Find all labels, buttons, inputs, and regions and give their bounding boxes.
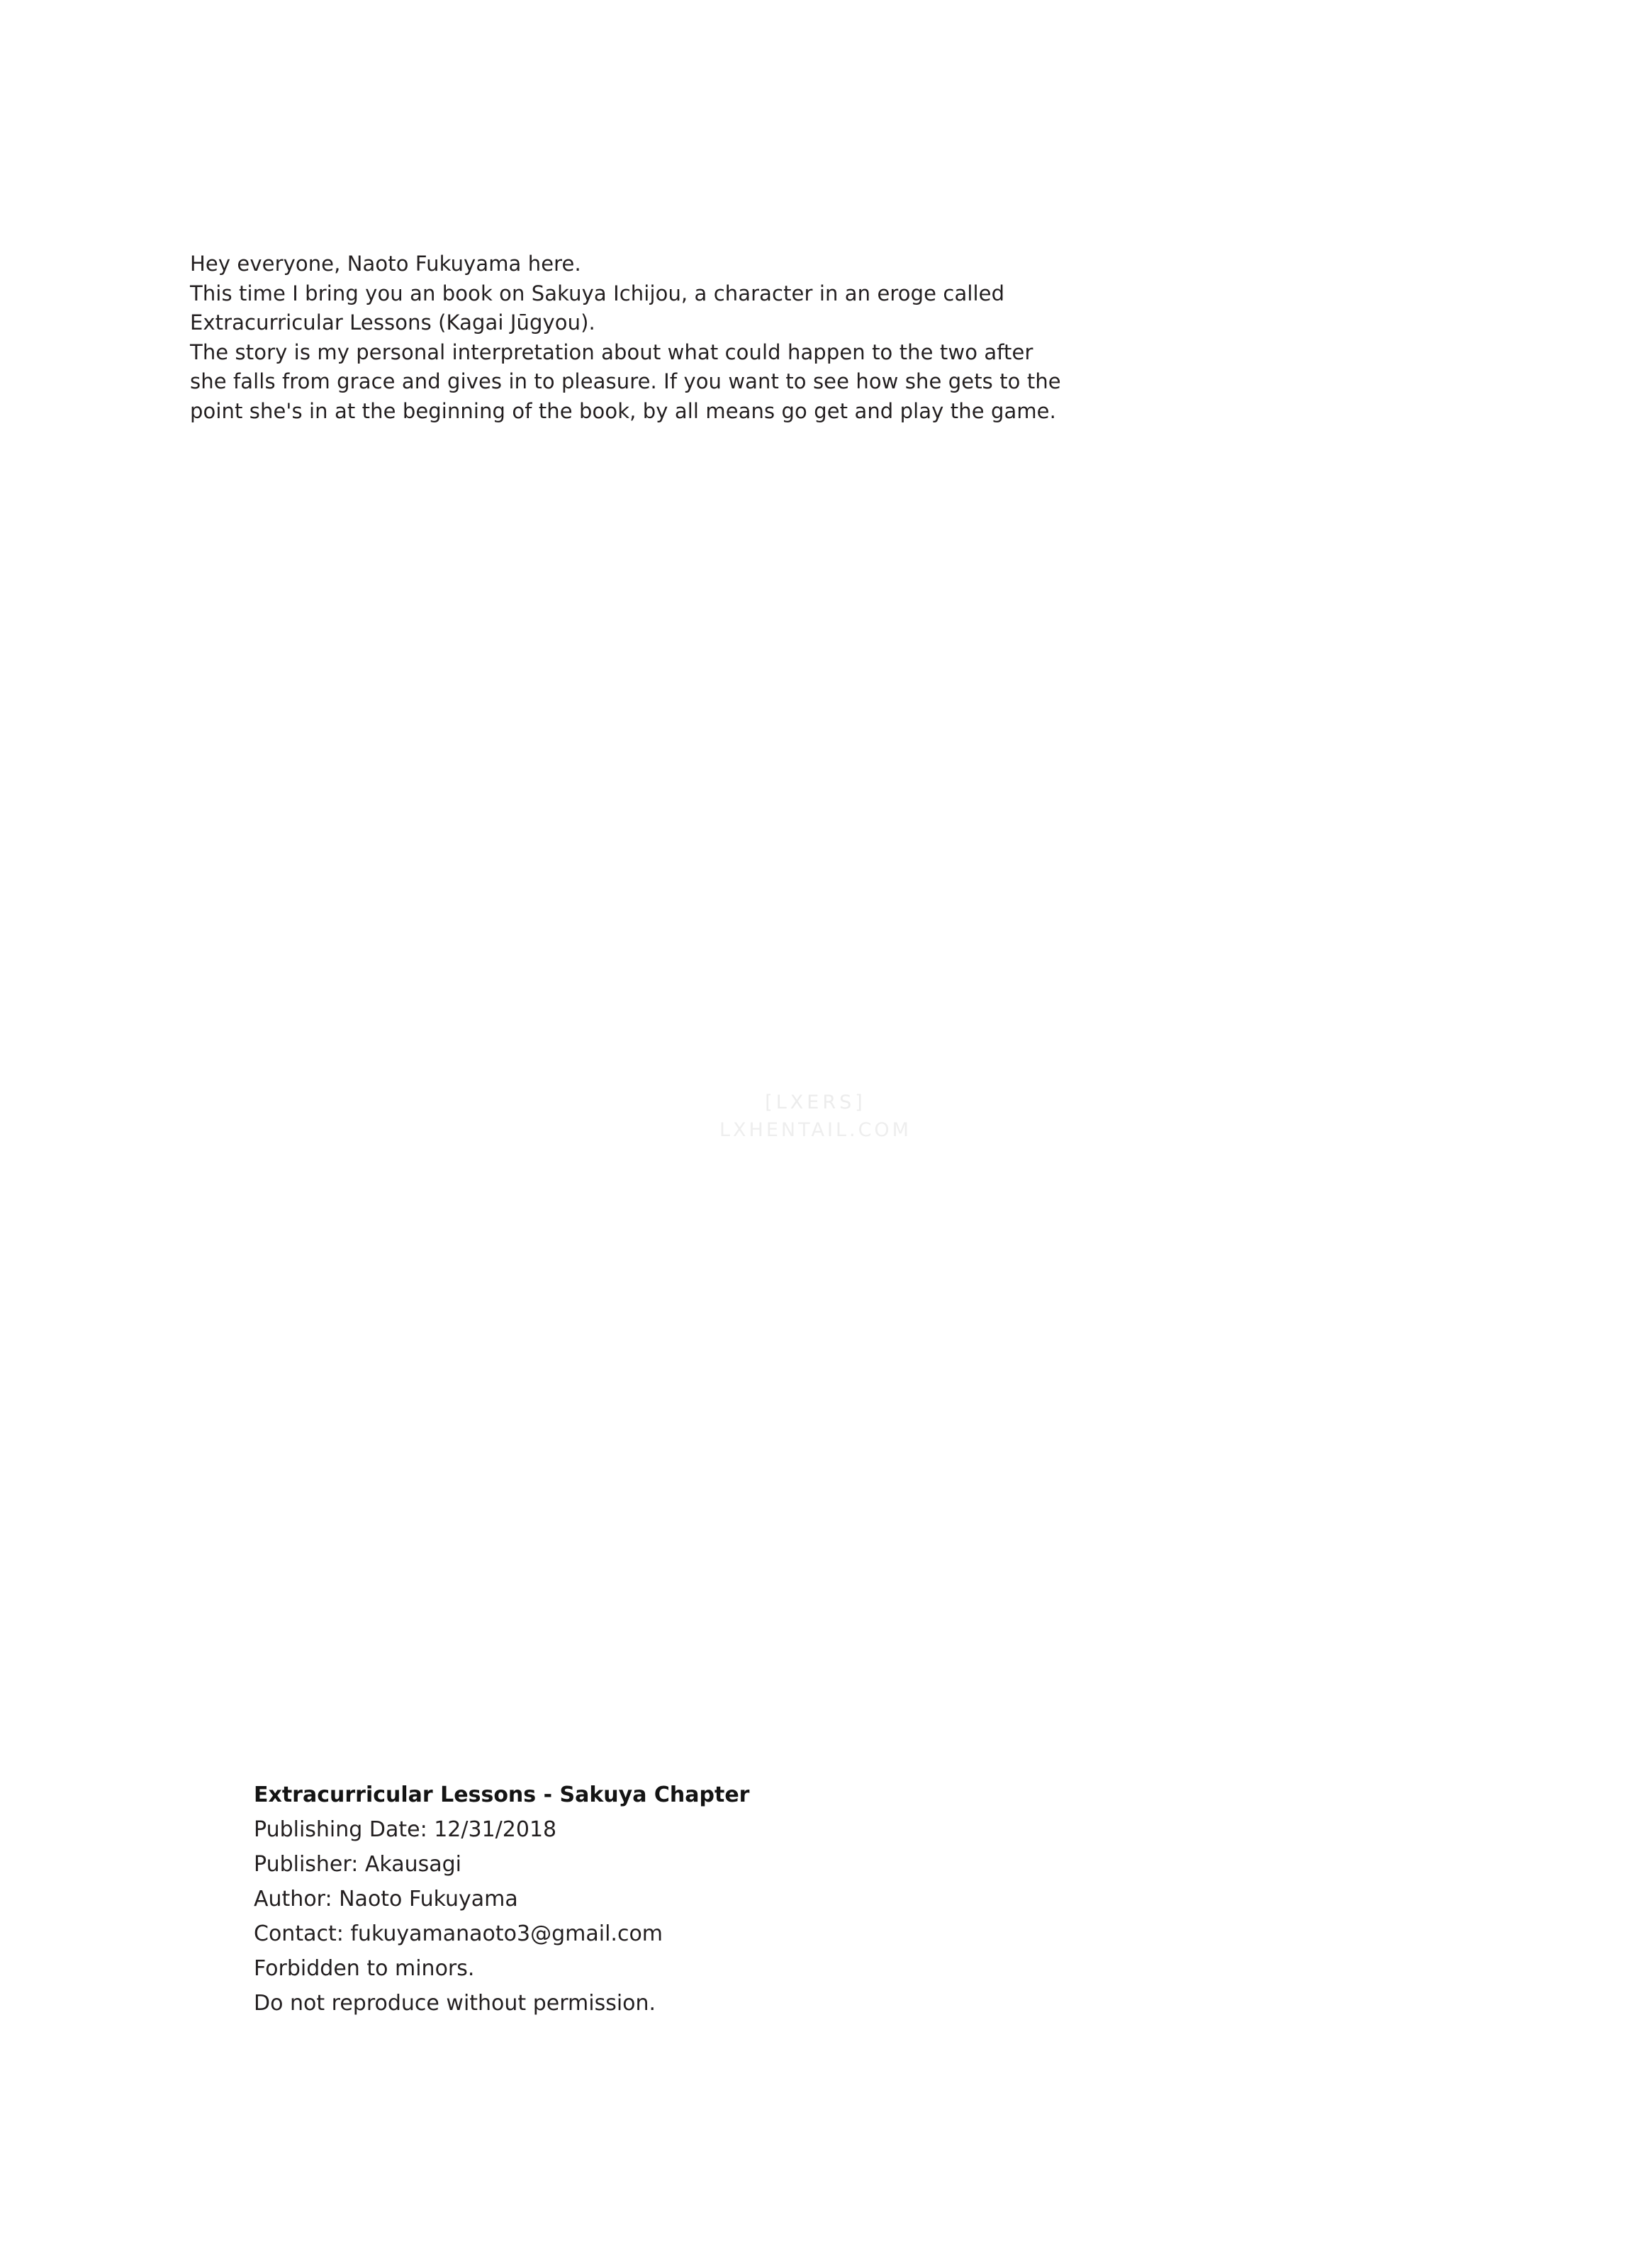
colophon-block <box>254 1778 1317 2021</box>
watermark-tag: [LXERS] <box>765 1091 866 1113</box>
watermark-url: LXHENTAIL.COM <box>719 1119 912 1141</box>
colophon-publishing-date: Publishing Date: 12/31/2018 <box>254 1817 557 1842</box>
colophon-author: Author: Naoto Fukuyama <box>254 1887 518 1911</box>
watermark <box>0 1091 1631 1141</box>
colophon-publisher: Publisher: Akausagi <box>254 1852 461 1877</box>
colophon-title: Extracurricular Lessons - Sakuya Chapter <box>254 1783 750 1807</box>
afterword-line: This time I bring you an book on Sakuya Ichijou, a character in an eroge called <box>190 281 1005 305</box>
colophon-reproduction-notice: Do not reproduce without permission. <box>254 1991 656 2016</box>
afterword-line: Extracurricular Lessons (Kagai Jūgyou). <box>190 310 595 335</box>
colophon-contact: Contact: fukuyamanaoto3@gmail.com <box>254 1921 663 1946</box>
afterword-line: Hey everyone, Naoto Fukuyama here. <box>190 252 581 276</box>
colophon-age-restriction: Forbidden to minors. <box>254 1956 475 1981</box>
afterword-text-block <box>190 249 1218 426</box>
afterword-line: The story is my personal interpretation about what could happen to the two after <box>190 339 1033 364</box>
afterword-line: point she's in at the beginning of the book, by all means go get and play the game. <box>190 398 1056 423</box>
afterword-line: she falls from grace and gives in to pleasure. If you want to see how she gets to the <box>190 369 1061 393</box>
